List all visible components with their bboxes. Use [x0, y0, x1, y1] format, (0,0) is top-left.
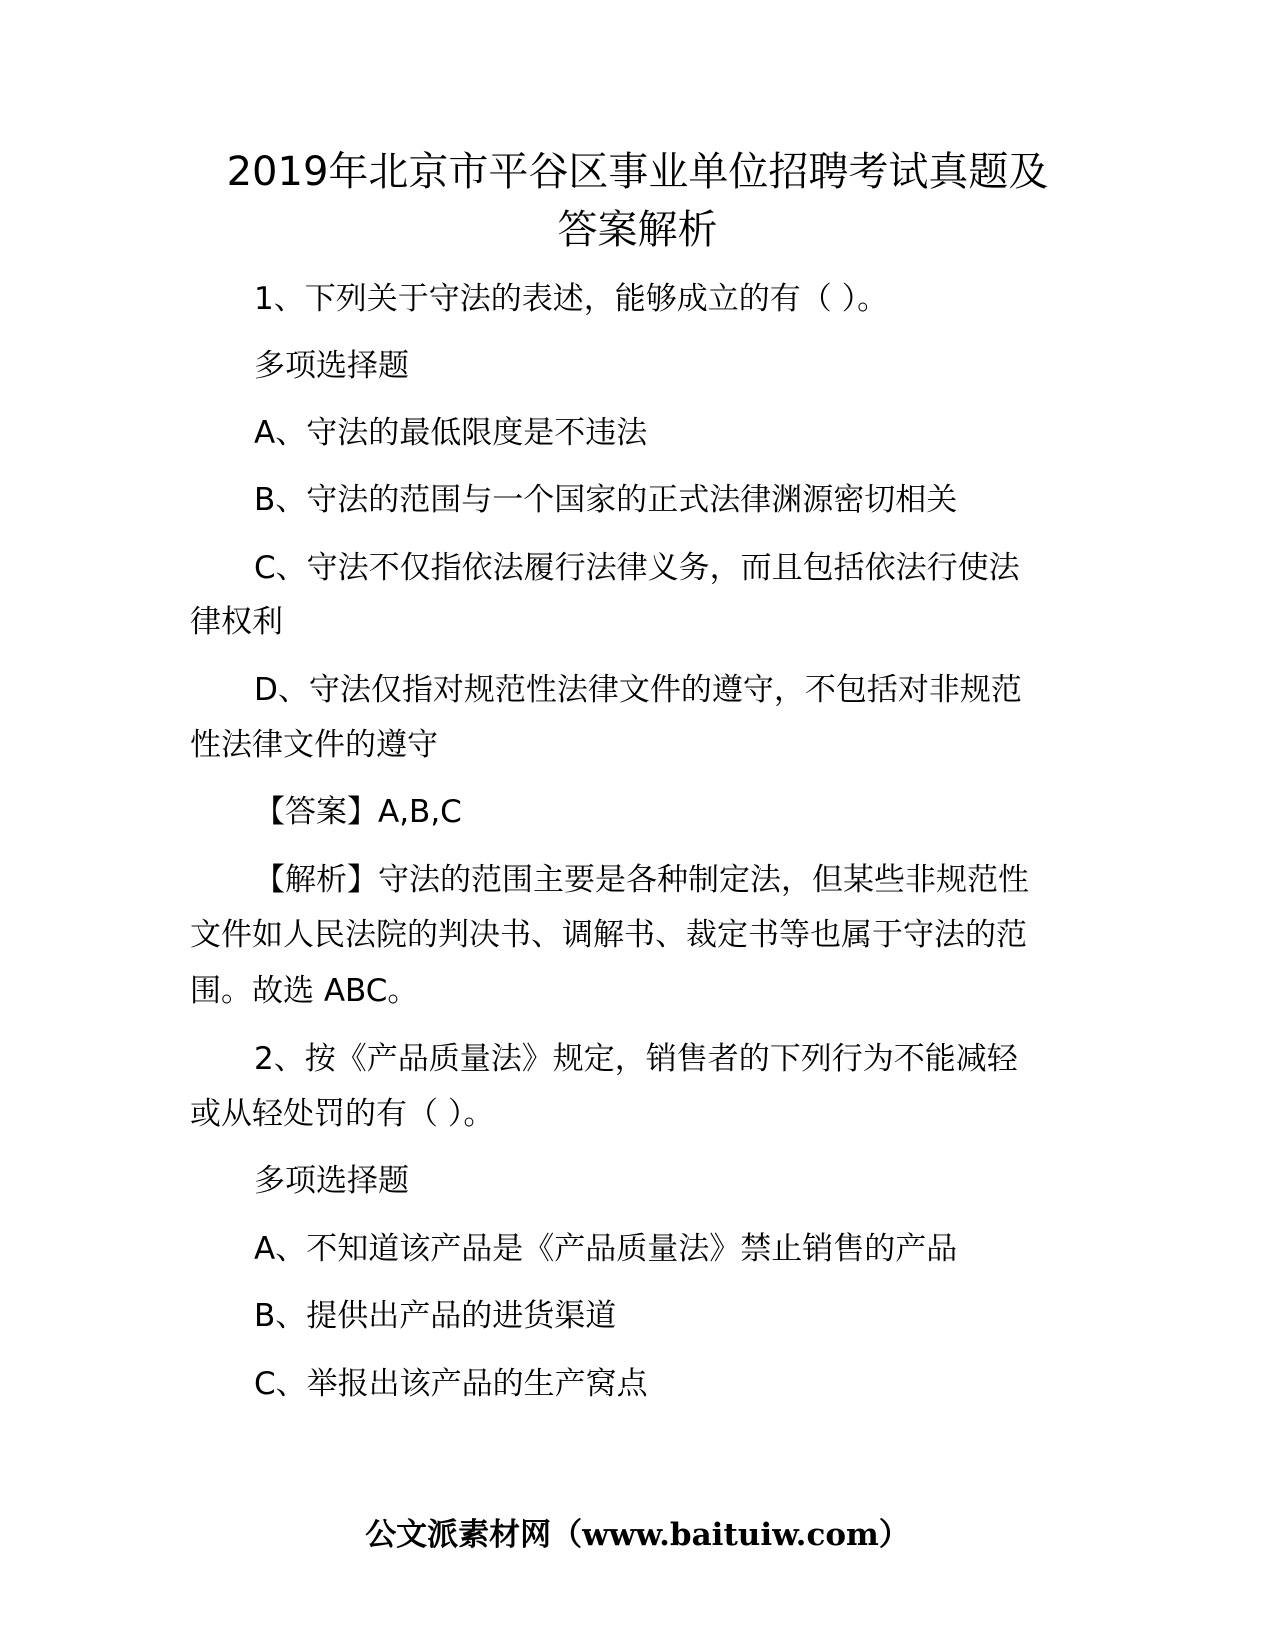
q1-option-d-line-2: 性法律文件的遵守: [190, 727, 438, 763]
q1-analysis-line-2: 文件如人民法院的判决书、调解书、裁定书等也属于守法的范: [190, 917, 1027, 953]
q2-option-a: A、不知道该产品是《产品质量法》禁止销售的产品: [254, 1231, 958, 1267]
q1-option-b: B、守法的范围与一个国家的正式法律渊源密切相关: [254, 482, 958, 518]
title-line-2: 答案解析: [557, 207, 718, 253]
q2-question-line-1: 2、按《产品质量法》规定，销售者的下列行为不能减轻: [254, 1041, 1018, 1077]
q1-analysis-line-1: 【解析】守法的范围主要是各种制定法，但某些非规范性: [254, 862, 1029, 898]
q1-answer: 【答案】A,B,C: [254, 794, 462, 830]
q1-question: 1、下列关于守法的表述，能够成立的有（ ）。: [254, 281, 889, 317]
q2-option-b: B、提供出产品的进货渠道: [254, 1298, 617, 1334]
q1-option-a: A、守法的最低限度是不违法: [254, 415, 648, 451]
q2-question-line-2: 或从轻处罚的有（ ）。: [190, 1096, 495, 1132]
q1-option-c-line-2: 律权利: [190, 604, 283, 640]
q1-option-d-line-1: D、守法仅指对规范性法律文件的遵守，不包括对非规范: [254, 672, 1022, 708]
q2-option-c: C、举报出该产品的生产窝点: [254, 1366, 648, 1402]
q1-analysis-line-3: 围。故选 ABC。: [190, 973, 419, 1009]
title-line-1: 2019年北京市平谷区事业单位招聘考试真题及: [226, 149, 1049, 195]
q1-option-c-line-1: C、守法不仅指依法履行法律义务，而且包括依法行使法: [254, 550, 1020, 586]
footer-watermark: 公文派素材网（www.baituiw.com）: [365, 1517, 910, 1553]
q1-type: 多项选择题: [254, 348, 409, 384]
q2-type: 多项选择题: [254, 1163, 409, 1199]
